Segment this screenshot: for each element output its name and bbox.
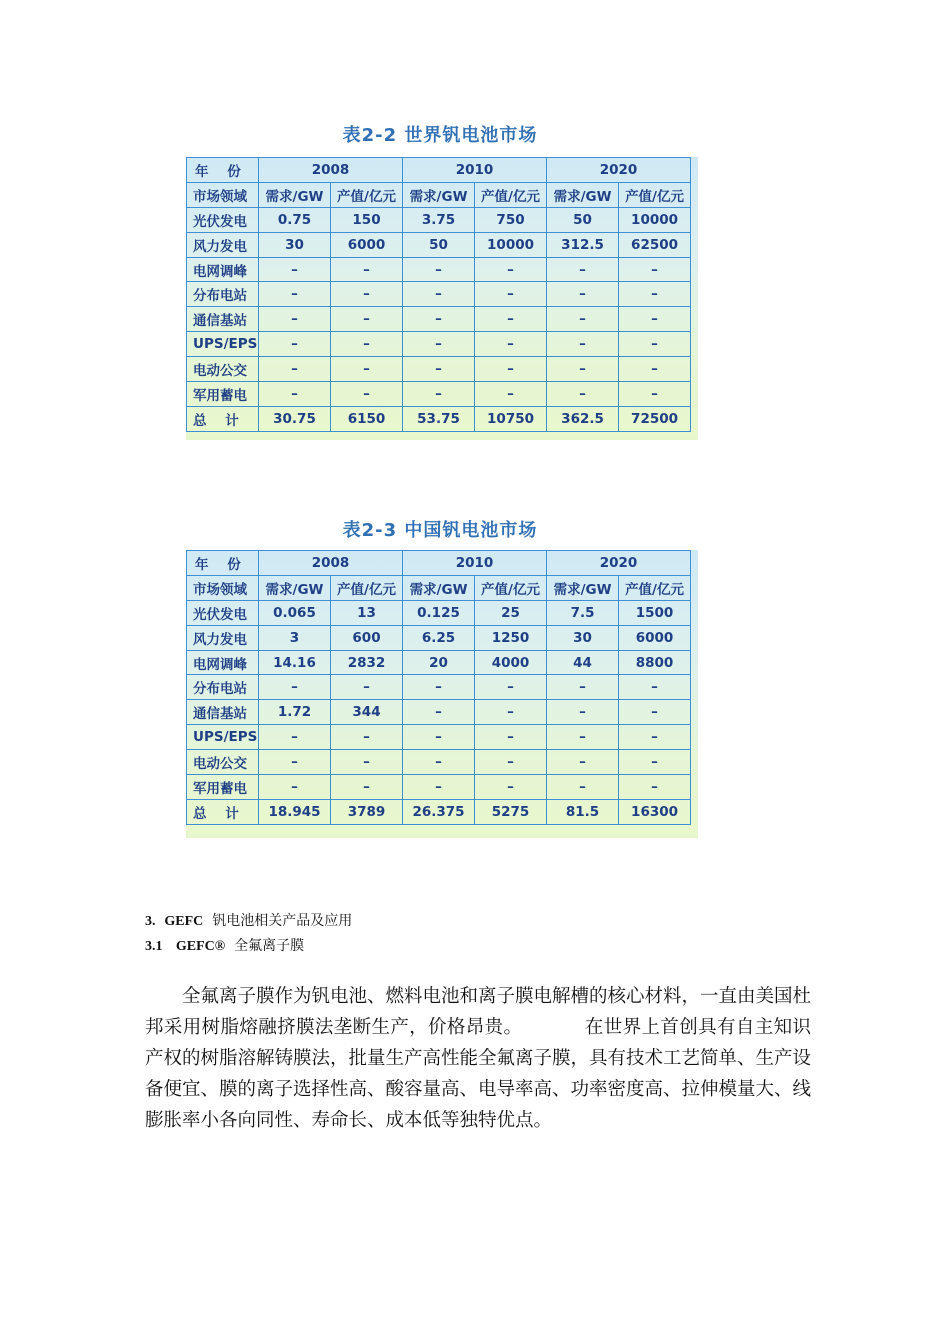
table-cell: – [619, 332, 691, 357]
body-paragraph [145, 981, 811, 1136]
china-market-table [186, 550, 698, 838]
table-cell: – [547, 307, 619, 332]
table-cell: 0.75 [259, 207, 331, 232]
table-cell: 1500 [619, 600, 691, 625]
table-cell: – [475, 675, 547, 700]
table-cell: – [547, 357, 619, 382]
table-row [187, 307, 691, 332]
column-header: 需求/GW [259, 575, 331, 600]
total-row [187, 406, 691, 431]
table-cell: 44 [547, 650, 619, 675]
table-cell: – [547, 750, 619, 775]
table-cell: 344 [331, 700, 403, 725]
row-label: 分布电站 [187, 282, 259, 307]
table-cell: – [259, 675, 331, 700]
column-header: 产值/亿元 [619, 182, 691, 207]
table-cell: 20 [403, 650, 475, 675]
row-label: 光伏发电 [187, 207, 259, 232]
table-row [187, 257, 691, 282]
table-cell: – [547, 282, 619, 307]
table-cell: – [547, 257, 619, 282]
table-row [187, 625, 691, 650]
paragraph-text: 全氟离子膜作为钒电池、燃料电池和离子膜电解槽的核心材料，一直由美国杜邦采用树脂熔融挤膜法垄断生产，价格昂贵。 在世界上首创具有自主知识产权的树脂溶解铸膜法，批量生产高性能全氟离子膜，具有技术工艺简单、生产设备便宜、膜的离子选择性高、酸容量高、电导率高、功率密度高、拉伸模量大、线膨胀率小各向同性、寿命长、成本低等独特优点。 [145, 986, 812, 1131]
row-label: 电网调峰 [187, 257, 259, 282]
column-header: 产值/亿元 [331, 182, 403, 207]
table-cell: – [259, 725, 331, 750]
table-cell: 2832 [331, 650, 403, 675]
table-cell: – [547, 775, 619, 800]
table-cell: – [331, 357, 403, 382]
table-row [187, 750, 691, 775]
row-label: 电网调峰 [187, 650, 259, 675]
table-cell: – [331, 775, 403, 800]
table-cell: – [331, 282, 403, 307]
section-number: 3. [145, 914, 156, 929]
column-header: 产值/亿元 [475, 182, 547, 207]
column-header: 需求/GW [403, 182, 475, 207]
total-cell: 26.375 [403, 799, 475, 824]
row-label: 通信基站 [187, 700, 259, 725]
row-label: 风力发电 [187, 232, 259, 257]
row-label: 电动公交 [187, 750, 259, 775]
total-cell: 18.945 [259, 799, 331, 824]
table-cell: – [259, 257, 331, 282]
table-cell: – [475, 257, 547, 282]
table-cell: – [259, 282, 331, 307]
total-cell: 81.5 [547, 799, 619, 824]
total-label: 总 计 [187, 799, 259, 824]
table-cell: – [547, 700, 619, 725]
table-cell: 50 [403, 232, 475, 257]
row-label: 军用蓄电 [187, 382, 259, 407]
table-row [187, 282, 691, 307]
table-cell: 1250 [475, 625, 547, 650]
section-title: 钒电池相关产品及应用 [212, 913, 353, 929]
table-row [187, 775, 691, 800]
year-header-row [187, 158, 691, 183]
table-cell: – [403, 257, 475, 282]
table-cell: – [547, 382, 619, 407]
table-cell: 6.25 [403, 625, 475, 650]
table-cell: 6000 [619, 625, 691, 650]
table-row [187, 207, 691, 232]
table-cell: – [331, 382, 403, 407]
year-header: 2008 [259, 551, 403, 576]
column-header: 需求/GW [403, 575, 475, 600]
table-cell: – [403, 382, 475, 407]
row-label: UPS/EPS [187, 332, 259, 357]
table-cell: 3 [259, 625, 331, 650]
field-label: 市场领域 [187, 182, 259, 207]
table-cell: – [331, 750, 403, 775]
table-row [187, 600, 691, 625]
table-cell: – [475, 725, 547, 750]
table-cell: 14.16 [259, 650, 331, 675]
subheader-row [187, 182, 691, 207]
total-row [187, 799, 691, 824]
table-cell: – [619, 282, 691, 307]
table-row [187, 725, 691, 750]
column-header: 产值/亿元 [619, 575, 691, 600]
table-cell: – [331, 307, 403, 332]
column-header: 产值/亿元 [475, 575, 547, 600]
column-header: 需求/GW [547, 182, 619, 207]
table-cell: – [619, 750, 691, 775]
table-cell: – [619, 700, 691, 725]
table-cell: 50 [547, 207, 619, 232]
table-cell: – [259, 357, 331, 382]
table-cell: – [475, 282, 547, 307]
table-row [187, 382, 691, 407]
table-cell: – [475, 382, 547, 407]
table-cell: – [259, 382, 331, 407]
table-row [187, 650, 691, 675]
table-cell: – [259, 775, 331, 800]
table-cell: – [331, 675, 403, 700]
table-cell: – [331, 725, 403, 750]
table-cell: 0.125 [403, 600, 475, 625]
table-cell: 150 [331, 207, 403, 232]
table-cell: – [403, 750, 475, 775]
table-row [187, 700, 691, 725]
row-label: 风力发电 [187, 625, 259, 650]
subsection-heading [145, 935, 304, 955]
table-cell: – [475, 750, 547, 775]
section-heading [145, 910, 352, 930]
table-cell: – [547, 675, 619, 700]
row-label: 电动公交 [187, 357, 259, 382]
table-cell: – [259, 307, 331, 332]
table-cell: 7.5 [547, 600, 619, 625]
table-cell: – [619, 675, 691, 700]
subsection-title-bold: GEFC® [175, 939, 226, 954]
table-cell: – [475, 700, 547, 725]
total-label: 总 计 [187, 406, 259, 431]
table-cell: 600 [331, 625, 403, 650]
table-cell: 30 [547, 625, 619, 650]
table-cell: – [475, 307, 547, 332]
table-cell: 30 [259, 232, 331, 257]
year-header: 2020 [547, 158, 691, 183]
column-header: 需求/GW [547, 575, 619, 600]
table-cell: – [619, 307, 691, 332]
table-cell: – [403, 332, 475, 357]
table-cell: 750 [475, 207, 547, 232]
row-label: 分布电站 [187, 675, 259, 700]
table-cell: 62500 [619, 232, 691, 257]
table-cell: – [475, 775, 547, 800]
total-cell: 16300 [619, 799, 691, 824]
table-row [187, 332, 691, 357]
total-cell: 3789 [331, 799, 403, 824]
total-cell: 5275 [475, 799, 547, 824]
table-cell: – [619, 725, 691, 750]
table-cell: 3.75 [403, 207, 475, 232]
table-cell: – [403, 307, 475, 332]
table-cell: 10000 [475, 232, 547, 257]
table-cell: – [331, 257, 403, 282]
table-cell: 4000 [475, 650, 547, 675]
table-cell: – [403, 700, 475, 725]
table-title: 表2-2 世界钒电池市场 [342, 125, 538, 146]
year-label: 年 份 [187, 158, 259, 183]
row-label: 军用蓄电 [187, 775, 259, 800]
table-cell: 25 [475, 600, 547, 625]
row-label: UPS/EPS [187, 725, 259, 750]
table-cell: – [259, 332, 331, 357]
table-cell: – [475, 357, 547, 382]
total-cell: 10750 [475, 406, 547, 431]
table-title: 表2-3 中国钒电池市场 [342, 520, 538, 541]
column-header: 产值/亿元 [331, 575, 403, 600]
year-header: 2010 [403, 551, 547, 576]
table-cell: – [475, 332, 547, 357]
table-cell: – [619, 257, 691, 282]
year-header: 2020 [547, 551, 691, 576]
total-cell: 362.5 [547, 406, 619, 431]
table-cell: – [403, 282, 475, 307]
year-header: 2010 [403, 158, 547, 183]
table-cell: – [547, 332, 619, 357]
table-cell: 13 [331, 600, 403, 625]
table-cell: – [547, 725, 619, 750]
table-row [187, 675, 691, 700]
year-header-row [187, 551, 691, 576]
table-cell: – [259, 750, 331, 775]
subheader-row [187, 575, 691, 600]
table-cell: 1.72 [259, 700, 331, 725]
table-row [187, 232, 691, 257]
section-title-bold: GEFC [164, 914, 204, 929]
world-market-table [186, 157, 698, 440]
total-cell: 6150 [331, 406, 403, 431]
column-header: 需求/GW [259, 182, 331, 207]
table-row [187, 357, 691, 382]
year-label: 年 份 [187, 551, 259, 576]
total-cell: 72500 [619, 406, 691, 431]
year-header: 2008 [259, 158, 403, 183]
table-cell: 0.065 [259, 600, 331, 625]
table-cell: 6000 [331, 232, 403, 257]
subsection-title: 全氟离子膜 [234, 938, 305, 954]
field-label: 市场领域 [187, 575, 259, 600]
table-cell: 8800 [619, 650, 691, 675]
table-cell: – [403, 725, 475, 750]
total-cell: 30.75 [259, 406, 331, 431]
row-label: 通信基站 [187, 307, 259, 332]
subsection-number: 3.1 [145, 939, 163, 954]
table-cell: 312.5 [547, 232, 619, 257]
table-cell: – [619, 775, 691, 800]
table-cell: 10000 [619, 207, 691, 232]
total-cell: 53.75 [403, 406, 475, 431]
table-cell: – [619, 357, 691, 382]
row-label: 光伏发电 [187, 600, 259, 625]
table-cell: – [403, 775, 475, 800]
table-cell: – [403, 675, 475, 700]
table-cell: – [619, 382, 691, 407]
table-cell: – [331, 332, 403, 357]
table-cell: – [403, 357, 475, 382]
